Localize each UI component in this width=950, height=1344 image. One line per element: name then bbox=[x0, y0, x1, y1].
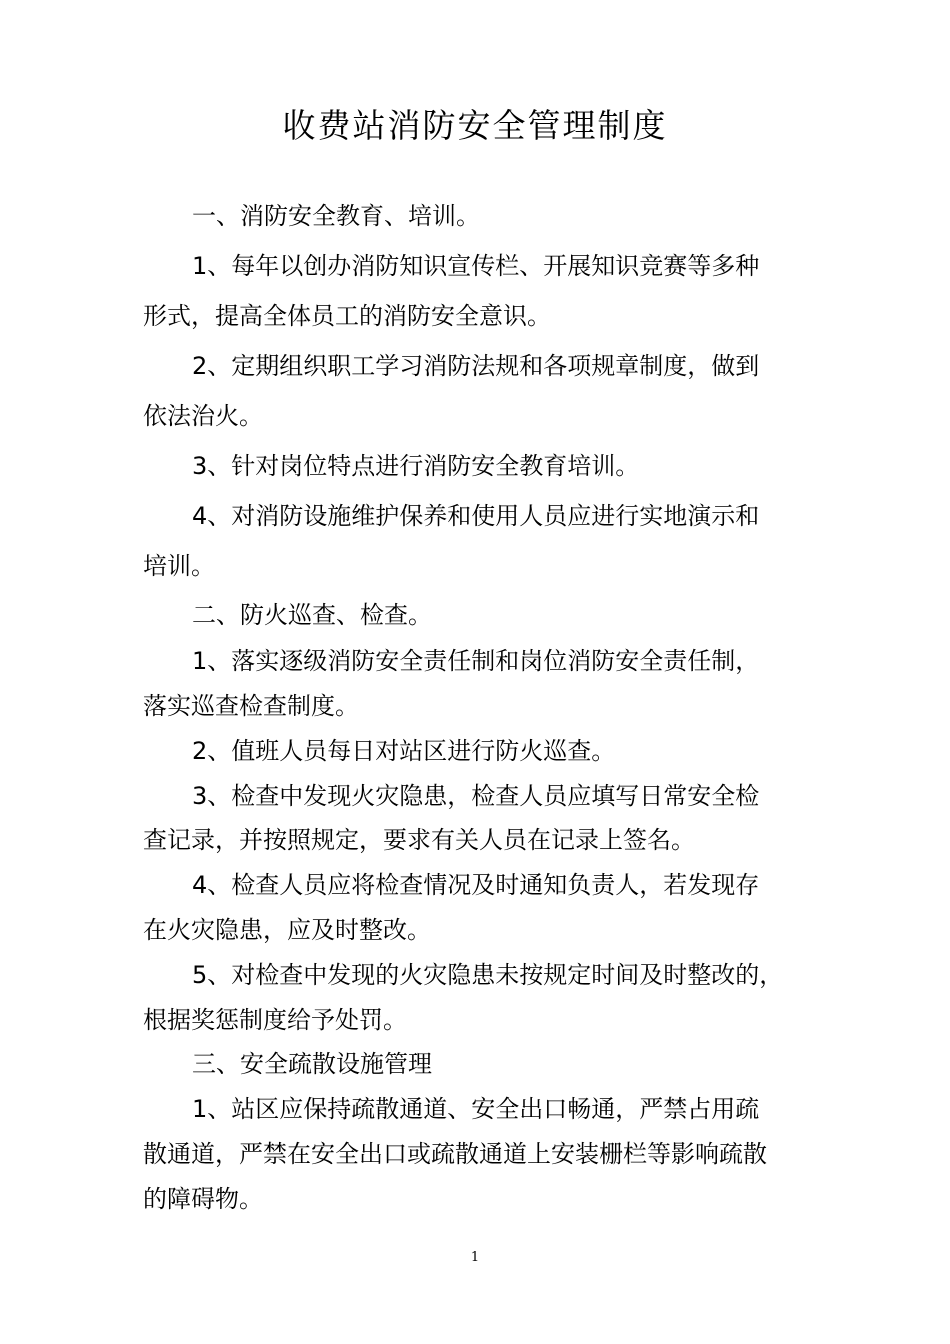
paragraph-line: 3、针对岗位特点进行消防安全教育培训。 bbox=[192, 452, 640, 480]
paragraph-line: 落实巡查检查制度。 bbox=[143, 692, 359, 720]
section-heading-3: 三、安全疏散设施管理 bbox=[192, 1050, 432, 1078]
paragraph-line: 2、定期组织职工学习消防法规和各项规章制度，做到 bbox=[192, 352, 760, 380]
paragraph-line: 培训。 bbox=[143, 552, 215, 580]
paragraph-line: 1、每年以创办消防知识宣传栏、开展知识竞赛等多种 bbox=[192, 252, 760, 280]
document-title: 收费站消防安全管理制度 bbox=[282, 106, 668, 145]
paragraph-line: 在火灾隐患，应及时整改。 bbox=[143, 916, 431, 944]
paragraph-line: 4、检查人员应将检查情况及时通知负责人，若发现存 bbox=[192, 871, 760, 899]
paragraph-line: 的障碍物。 bbox=[143, 1185, 263, 1213]
section-heading-1: 一、消防安全教育、培训。 bbox=[192, 202, 480, 230]
page-number: 1 bbox=[470, 1250, 480, 1265]
paragraph-line: 散通道，严禁在安全出口或疏散通道上安装栅栏等影响疏散 bbox=[143, 1140, 767, 1168]
paragraph-line: 根据奖惩制度给予处罚。 bbox=[143, 1006, 407, 1034]
paragraph-line: 1、落实逐级消防安全责任制和岗位消防安全责任制， bbox=[192, 647, 760, 675]
paragraph-line: 4、对消防设施维护保养和使用人员应进行实地演示和 bbox=[192, 502, 760, 530]
paragraph-line: 依法治火。 bbox=[143, 402, 263, 430]
paragraph-line: 3、检查中发现火灾隐患，检查人员应填写日常安全检 bbox=[192, 782, 760, 810]
paragraph-line: 查记录，并按照规定，要求有关人员在记录上签名。 bbox=[143, 826, 695, 854]
paragraph-line: 1、站区应保持疏散通道、安全出口畅通，严禁占用疏 bbox=[192, 1095, 760, 1123]
paragraph-line: 5、对检查中发现的火灾隐患未按规定时间及时整改的， bbox=[192, 961, 784, 989]
section-heading-2: 二、防火巡查、检查。 bbox=[192, 601, 432, 629]
paragraph-line: 2、值班人员每日对站区进行防火巡查。 bbox=[192, 737, 616, 765]
paragraph-line: 形式，提高全体员工的消防安全意识。 bbox=[143, 302, 551, 330]
